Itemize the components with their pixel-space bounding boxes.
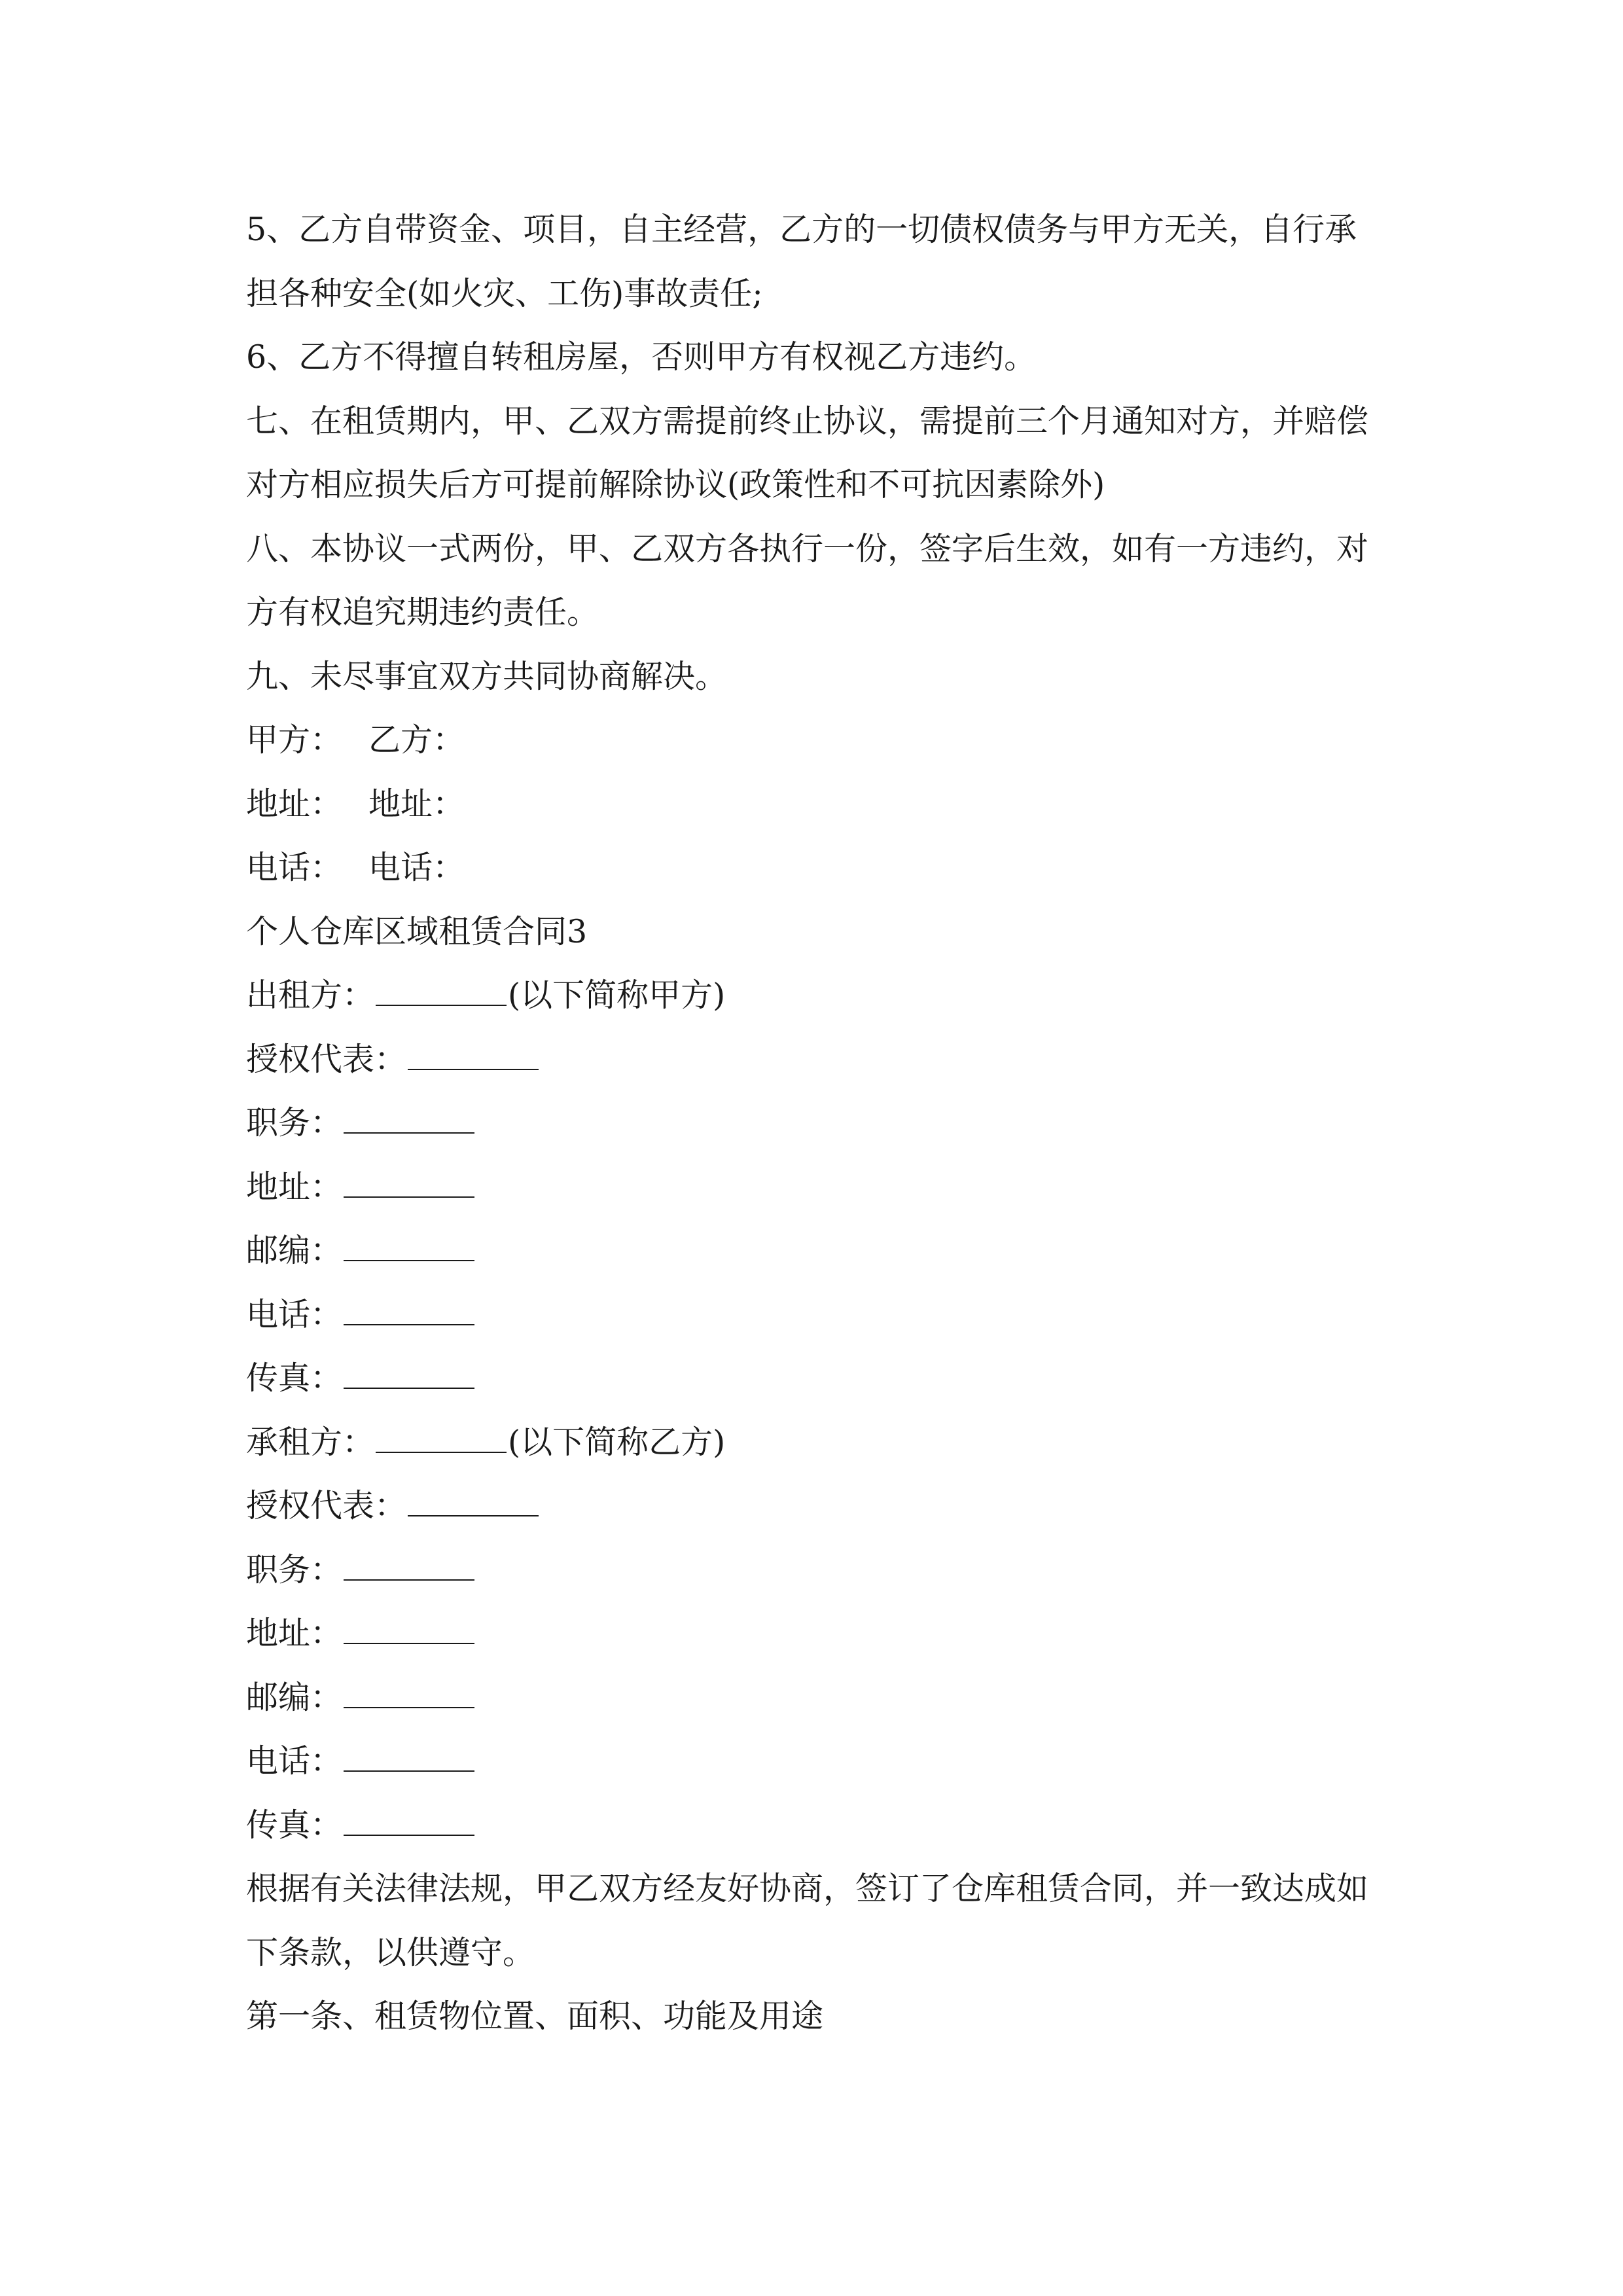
lessor-label: 出租方： xyxy=(246,977,375,1014)
signature-address-row xyxy=(246,772,1385,836)
lessor-postcode-label: 邮编： xyxy=(246,1232,343,1269)
clause-7-line-1: 七、在租赁期内，甲、乙双方需提前终止协议，需提前三个月通知对方，并赔偿 xyxy=(246,402,1369,440)
lessee-fax-row xyxy=(246,1793,1385,1857)
clause-8-line-2: 方有权追究期违约责任。 xyxy=(246,594,599,631)
signature-party-row xyxy=(246,708,1385,772)
lessor-phone-blank[interactable] xyxy=(344,1285,474,1325)
preamble-line-2: 下条款，以供遵守。 xyxy=(246,1933,535,1971)
lessor-title-row xyxy=(246,1091,1385,1155)
lessee-title-row xyxy=(246,1538,1385,1602)
clause-6: 6、乙方不得擅自转租房屋，否则甲方有权视乙方违约。 xyxy=(246,338,1037,376)
lessee-phone-blank[interactable] xyxy=(344,1731,474,1772)
lessee-address-blank[interactable] xyxy=(344,1604,474,1644)
lessor-address-blank[interactable] xyxy=(344,1157,474,1198)
lessor-phone-label: 电话： xyxy=(246,1295,343,1333)
lessor-phone-row xyxy=(246,1283,1385,1347)
lessee-row xyxy=(246,1410,1385,1475)
article-1-heading: 第一条、租赁物位置、面积、功能及用途 xyxy=(246,1998,824,2035)
lessor-postcode-blank[interactable] xyxy=(344,1221,474,1261)
lessee-rep-blank[interactable] xyxy=(408,1476,539,1516)
clause-8-line-1: 八、本协议一式两份，甲、乙双方各执行一份，签字后生效，如有一方违约，对 xyxy=(246,529,1369,567)
lessor-rep-blank[interactable] xyxy=(408,1030,539,1070)
lessor-suffix: (以下简称甲方) xyxy=(508,977,726,1014)
lessor-fax-label: 传真： xyxy=(246,1359,343,1397)
signature-phone-row xyxy=(246,836,1385,900)
clause-9: 九、未尽事宜双方共同协商解决。 xyxy=(246,657,728,695)
lessee-postcode-row xyxy=(246,1666,1385,1730)
lessor-address-label: 地址： xyxy=(246,1168,343,1206)
lessor-postcode-row xyxy=(246,1219,1385,1283)
lessee-rep-row xyxy=(246,1474,1385,1538)
lessee-title-label: 职务： xyxy=(246,1551,343,1588)
lessee-phone-label: 电话： xyxy=(246,1742,343,1780)
lessee-fax-label: 传真： xyxy=(246,1806,343,1844)
lessor-row xyxy=(246,963,1385,1028)
party-b-label: 乙方： xyxy=(368,721,465,759)
lessor-title-blank[interactable] xyxy=(344,1093,474,1134)
lessee-title-blank[interactable] xyxy=(344,1540,474,1581)
lessee-postcode-blank[interactable] xyxy=(344,1668,474,1708)
preamble-line-1: 根据有关法律法规，甲乙双方经友好协商，签订了仓库租赁合同，并一致达成如 xyxy=(246,1870,1369,1907)
document-body xyxy=(246,198,1385,2049)
lessee-address-label: 地址： xyxy=(246,1615,343,1652)
phone-a-label: 电话： xyxy=(246,849,343,886)
lessor-title-label: 职务： xyxy=(246,1104,343,1141)
lessee-label: 承租方： xyxy=(246,1423,375,1461)
lessee-phone-row xyxy=(246,1729,1385,1793)
lessor-address-row xyxy=(246,1155,1385,1219)
address-b-label: 地址： xyxy=(368,785,465,823)
lessor-rep-row xyxy=(246,1028,1385,1092)
clause-7-line-2: 对方相应损失后方可提前解除协议(政策性和不可抗因素除外) xyxy=(246,466,1105,503)
lessor-blank[interactable] xyxy=(376,965,507,1006)
party-a-label: 甲方： xyxy=(246,721,343,759)
lessor-fax-blank[interactable] xyxy=(344,1348,474,1389)
lessee-blank[interactable] xyxy=(376,1412,507,1453)
clause-5-line-2: 担各种安全(如火灾、工伤)事故责任; xyxy=(246,274,763,312)
lessor-rep-label: 授权代表： xyxy=(246,1040,407,1078)
lessee-postcode-label: 邮编： xyxy=(246,1678,343,1716)
phone-b-label: 电话： xyxy=(368,849,465,886)
lessee-address-row xyxy=(246,1602,1385,1666)
lessee-rep-label: 授权代表： xyxy=(246,1487,407,1524)
lessee-fax-blank[interactable] xyxy=(344,1795,474,1836)
address-a-label: 地址： xyxy=(246,785,343,823)
lessee-suffix: (以下简称乙方) xyxy=(508,1423,726,1461)
lessor-fax-row xyxy=(246,1346,1385,1410)
clause-5-line-1: 5、乙方自带资金、项目，自主经营，乙方的一切债权债务与甲方无关，自行承 xyxy=(246,211,1357,248)
contract-title: 个人仓库区域租赁合同3 xyxy=(246,912,588,950)
